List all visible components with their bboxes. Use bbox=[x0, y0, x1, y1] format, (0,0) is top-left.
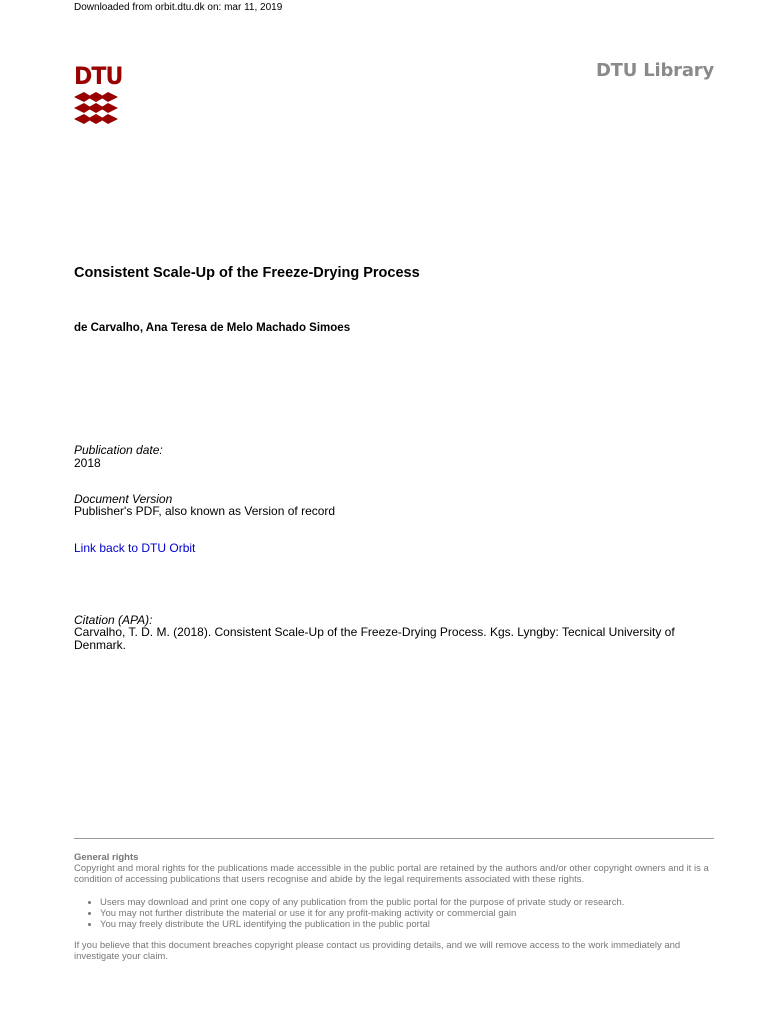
general-rights-list bbox=[74, 897, 719, 930]
dtu-logo-mark-icon bbox=[74, 92, 118, 124]
divider bbox=[74, 838, 714, 839]
publication-date-value: 2018 bbox=[74, 456, 101, 470]
general-rights-section bbox=[74, 852, 719, 962]
dtu-library-label: DTU Library bbox=[595, 60, 714, 81]
document-author: de Carvalho, Ana Teresa de Melo Machado Simoes bbox=[74, 322, 351, 334]
list-item: • You may not further distribute the material or use it for any profit-making activity or commercial gain bbox=[100, 908, 719, 919]
list-item: • Users may download and print one copy of any publication from the public portal for the purpose of private study or research. bbox=[100, 897, 719, 908]
download-info: Downloaded from orbit.dtu.dk on: mar 11, 2019 bbox=[74, 2, 283, 13]
general-rights-heading: General rights bbox=[74, 852, 139, 863]
citation-label: Citation (APA): bbox=[74, 613, 153, 627]
link-back-to-orbit[interactable]: Link back to DTU Orbit bbox=[74, 541, 196, 555]
dtu-logo-text: DTU bbox=[74, 62, 123, 90]
publication-date-label: Publication date: bbox=[74, 443, 163, 457]
document-title: Consistent Scale-Up of the Freeze-Drying Process bbox=[74, 265, 420, 281]
citation-value: Carvalho, T. D. M. (2018). Consistent Scale-Up of the Freeze-Drying Process. Kgs. Lyngby: Tecnical University of Denmark. bbox=[74, 625, 675, 652]
document-version-value: Publisher's PDF, also known as Version of record bbox=[74, 504, 336, 518]
document-version-label: Document Version bbox=[74, 492, 173, 506]
general-rights-footer: If you believe that this document breaches copyright please contact us providing details, and we will remove access to the work immediately and investigate your claim. bbox=[74, 940, 681, 962]
dtu-logo bbox=[74, 62, 123, 124]
general-rights-intro: Copyright and moral rights for the publications made accessible in the public portal are retained by the authors and/or other copyright owners and it is a condition of accessing publications that users recognise and abide by the legal requirements associated with these rights. bbox=[74, 863, 709, 885]
list-item: • You may freely distribute the URL identifying the publication in the public portal bbox=[100, 919, 719, 930]
